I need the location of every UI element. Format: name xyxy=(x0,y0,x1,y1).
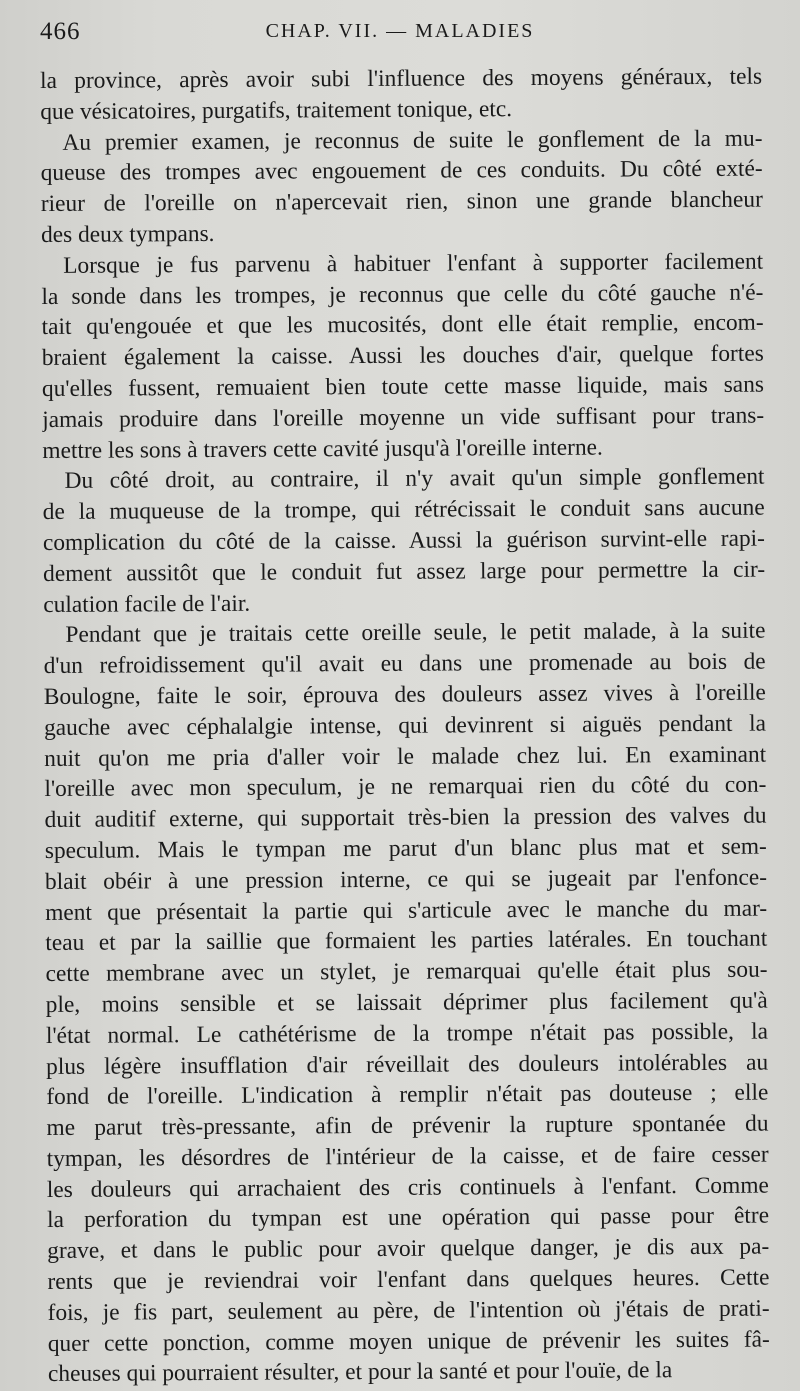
text-line: l'état normal. Le cathétérisme de la trompe n'était pas possible, la xyxy=(45,1018,768,1049)
text-line: d'un refroidissement qu'il avait eu dans une promenade au bois de xyxy=(43,648,766,680)
text-line: mettre les sons à travers cette cavité jusqu'à l'oreille interne. xyxy=(42,434,603,464)
text-line: qu'elles fussent, remuaient bien toute cette masse liquide, mais sans xyxy=(41,371,765,402)
running-head xyxy=(40,16,760,48)
text-line: que vésicatoires, purgatifs, traitement tonique, etc. xyxy=(40,95,513,125)
text-line: fois, je fis part, seulement au père, de l'intention où j'étais de prati- xyxy=(47,1295,770,1326)
text-line: tympan, les désordres de l'intérieur de la caisse, et de faire cesser xyxy=(46,1141,769,1172)
text-line: ment que présentait la partie qui s'articule avec le manche du mar- xyxy=(45,895,768,926)
text-line: l'oreille avec mon speculum, je ne remarquai rien du côté du con- xyxy=(44,771,767,803)
paragraph xyxy=(40,123,763,251)
text-line: jamais produire dans l'oreille moyenne un vide suffisant pour trans- xyxy=(42,402,765,433)
chapter-title: CHAP. VII. — MALADIES xyxy=(265,20,535,42)
text-line: cheuses qui pourraient résulter, et pour la santé et pour l'ouïe, de la xyxy=(47,1357,673,1388)
text-line: la perforation du tympan est une opération qui passe pour être xyxy=(46,1203,770,1234)
text-line: la sonde dans les trompes, je reconnus que celle du côté gauche n'é- xyxy=(41,279,764,310)
page-number: 466 xyxy=(40,18,81,45)
text-line: queuse des trompes avec engouement de ces conduits. Du côté exté- xyxy=(40,155,763,187)
text-line: teau et par la saillie que formaient les parties latérales. En touchant xyxy=(45,925,768,957)
text-line: cette membrane avec un stylet, je remarquai qu'elle était plus sou- xyxy=(45,956,768,988)
text-line: de la muqueuse de la trompe, qui rétrécissait le conduit sans aucune xyxy=(42,494,765,526)
text-line: tait qu'engouée et que les mucosités, dont elle était remplie, encom- xyxy=(41,309,764,341)
text-line: fond de l'oreille. L'indication à remplir n'était pas douteuse ; elle xyxy=(46,1079,769,1111)
text-line: la province, après avoir subi l'influence des moyens généraux, tels xyxy=(40,63,763,94)
text-line: speculum. Mais le tympan me parut d'un blanc plus mat et sem- xyxy=(44,833,767,864)
text-line: grave, et dans le public pour avoir quelque danger, je dis aux pa- xyxy=(47,1233,770,1265)
text-line: des deux tympans. xyxy=(40,220,215,248)
text-line: Boulogne, faite le soir, éprouva des douleurs assez vives à l'oreille xyxy=(43,679,766,710)
text-line: ple, moins sensible et se laissait déprimer plus facilement qu'à xyxy=(45,987,768,1018)
text-line: complication du côté de la caisse. Aussi la guérison survint-elle rapi- xyxy=(42,525,765,556)
text-line: dement aussitôt que le conduit fut assez large pour permettre la cir- xyxy=(43,556,766,587)
text-line: quer cette ponction, comme moyen unique de prévenir les suites fâ- xyxy=(47,1326,770,1357)
text-line: culation facile de l'air. xyxy=(43,590,251,618)
paragraph xyxy=(40,62,762,128)
text-line: gauche avec céphalalgie intense, qui devinrent si aiguës pendant la xyxy=(43,710,767,741)
paragraph xyxy=(43,616,770,1390)
text-line: rieur de l'oreille on n'apercevait rien, sinon une grande blancheur xyxy=(40,186,763,218)
text-line: les douleurs qui arrachaient des cris continuels à l'enfant. Comme xyxy=(46,1172,769,1203)
paragraph xyxy=(42,462,765,620)
text-line: braient également la caisse. Aussi les douches d'air, quelque fortes xyxy=(41,340,764,372)
body-text xyxy=(40,62,770,1391)
text-line: Lorsque je fus parvenu à habituer l'enfant à supporter facilement xyxy=(63,248,764,279)
text-line: me parut très-pressante, afin de prévenir la rupture spontanée du xyxy=(46,1110,769,1142)
text-line: nuit qu'on me pria d'aller voir le malade chez lui. En examinant xyxy=(44,741,767,772)
text-line: blait obéir à une pression interne, ce qui se jugeait par l'enfonce- xyxy=(44,864,768,895)
text-line: duit auditif externe, qui supportait très-bien la pression des valves du xyxy=(44,802,767,834)
text-line: rents que je reviendrai voir l'enfant dans quelques heures. Cette xyxy=(47,1264,770,1296)
text-line: Pendant que je traitais cette oreille seule, le petit malade, à la suite xyxy=(65,617,766,649)
paragraph xyxy=(41,246,764,466)
text-line: Du côté droit, au contraire, il n'y avait qu'un simple gonflement xyxy=(64,463,765,495)
text-line: Au premier examen, je reconnus de suite le gonflement de la mu- xyxy=(62,125,763,156)
text-line: plus légère insufflation d'air réveillait des douleurs intolérables au xyxy=(46,1049,769,1080)
